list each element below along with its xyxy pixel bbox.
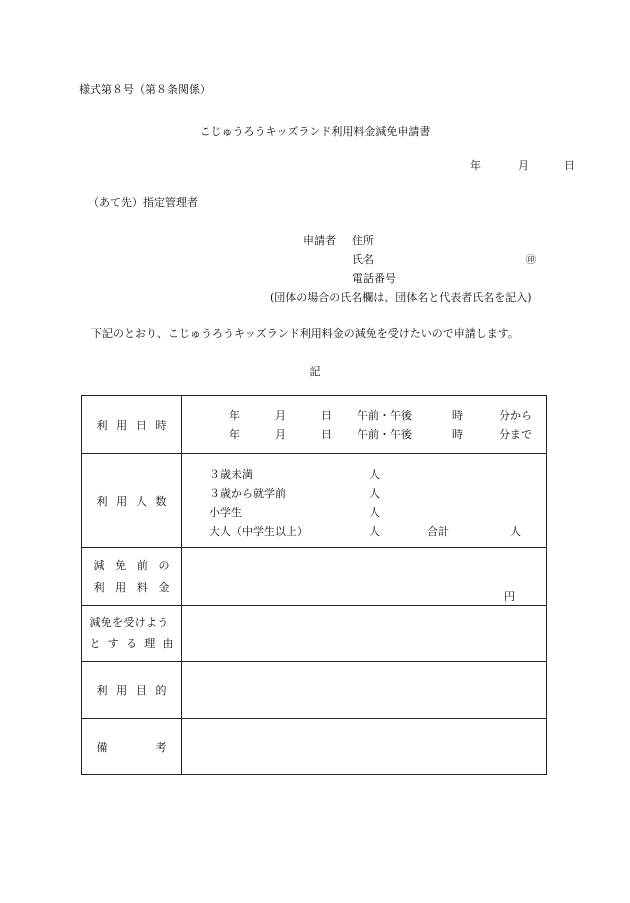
dt1-minute: 分から — [499, 409, 532, 422]
pre-fee-yen: 円 — [504, 590, 515, 603]
remarks-label-char: 考 — [155, 740, 167, 754]
reason-label-line2-char: す — [107, 636, 119, 650]
row-users — [82, 454, 547, 548]
row-purpose — [82, 662, 547, 719]
pre-fee-label-line1-char: 前 — [136, 558, 148, 572]
address-label: 住所 — [352, 234, 374, 247]
label-users — [82, 454, 182, 548]
users-preschool: ３歳から就学前 — [209, 487, 286, 500]
dt2-month: 月 — [275, 428, 286, 441]
reason-label-line2-char: る — [126, 636, 137, 650]
users-preschool-unit: 人 — [369, 487, 380, 500]
reason-label-line2-char: 由 — [162, 636, 174, 650]
users-total-unit: 人 — [510, 525, 521, 538]
pre-fee-label-line2-char: 料 — [136, 580, 148, 594]
dt1-day: 日 — [321, 409, 332, 422]
dt2-hour: 時 — [452, 428, 463, 441]
row-remarks — [82, 719, 547, 775]
usage-datetime-label — [97, 417, 167, 433]
purpose-label — [97, 682, 167, 698]
phone-label: 電話番号 — [352, 272, 396, 285]
request-sentence: 下記のとおり、こじゅうろうキッズランド利用料金の減免を受けたいので申請します。 — [91, 327, 519, 340]
purpose-cell[interactable] — [182, 662, 547, 719]
label-pre-fee — [82, 548, 182, 606]
applicant-label: 申請者 — [303, 234, 336, 247]
date-month: 月 — [518, 159, 529, 172]
pre-fee-label-line1-char: の — [158, 558, 170, 572]
remarks-label-char: 備 — [96, 740, 108, 754]
label-usage-datetime — [82, 396, 182, 454]
users-under3-unit: 人 — [369, 468, 380, 481]
purpose-label-char: 用 — [116, 684, 128, 697]
document-title: こじゅうろうキッズランド利用料金減免申請書 — [199, 125, 431, 138]
label-reason — [82, 606, 182, 662]
label-remarks — [82, 719, 182, 775]
reason-label-line2 — [90, 633, 174, 655]
reason-label-line2-char: と — [89, 636, 101, 650]
dt2-year: 年 — [229, 428, 240, 441]
users-elementary-unit: 人 — [369, 506, 380, 519]
pre-fee-label-line2 — [94, 577, 170, 599]
purpose-label-char: 的 — [155, 684, 167, 697]
label-purpose — [82, 662, 182, 719]
ki-label: 記 — [309, 365, 321, 378]
application-table — [81, 395, 547, 775]
users-cell[interactable] — [182, 454, 547, 548]
seal-mark: ㊞ — [526, 255, 536, 266]
usage-datetime-label-char: 用 — [116, 418, 128, 432]
dt1-month: 月 — [275, 409, 286, 422]
users-label-char: 人 — [135, 494, 147, 508]
form-number: 様式第８号（第８条関係） — [79, 83, 211, 96]
pre-fee-cell[interactable] — [182, 548, 547, 606]
users-label — [97, 493, 167, 509]
users-label-char: 数 — [155, 494, 167, 508]
reason-cell[interactable] — [182, 606, 547, 662]
pre-fee-label-line2-char: 金 — [158, 580, 170, 594]
date-day: 日 — [564, 159, 575, 172]
pre-fee-label-line1-char: 免 — [115, 558, 127, 572]
date-line — [470, 157, 575, 173]
dt1-year: 年 — [229, 409, 240, 422]
pre-fee-label-line2-char: 用 — [115, 580, 127, 594]
pre-fee-label-line1-char: 減 — [93, 558, 105, 572]
users-elementary: 小学生 — [209, 506, 242, 519]
usage-datetime-label-char: 利 — [96, 418, 108, 432]
reason-label-line2-char: 理 — [144, 636, 156, 650]
pre-fee-label-line2-char: 利 — [93, 580, 105, 594]
remarks-label — [97, 739, 167, 755]
users-label-char: 用 — [116, 494, 128, 508]
addressee: （あて先）指定管理者 — [88, 196, 198, 209]
users-total-label: 合計 — [427, 525, 449, 538]
name-label: 氏名 — [352, 253, 374, 266]
users-adult: 大人（中学生以上） — [209, 525, 308, 538]
row-pre-fee — [82, 548, 547, 606]
usage-datetime-cell[interactable] — [182, 396, 547, 454]
users-under3: ３歳未満 — [209, 468, 253, 481]
pre-fee-label-line1 — [94, 555, 170, 577]
users-label-char: 利 — [96, 494, 108, 508]
dt2-minute: 分まで — [499, 428, 532, 441]
usage-datetime-label-char: 日 — [135, 418, 147, 432]
reason-label-line1: 減免を受けよう — [89, 615, 169, 629]
row-usage-datetime — [82, 396, 547, 454]
dt1-ampm: 午前・午後 — [357, 409, 412, 422]
purpose-label-char: 目 — [135, 684, 147, 697]
users-adult-unit: 人 — [369, 525, 380, 538]
group-note: (団体の場合の氏名欄は、団体名と代表者氏名を記入) — [270, 291, 532, 304]
date-year: 年 — [470, 159, 481, 172]
dt2-day: 日 — [321, 428, 332, 441]
row-reason — [82, 606, 547, 662]
remarks-cell[interactable] — [182, 719, 547, 775]
dt2-ampm: 午前・午後 — [357, 428, 412, 441]
purpose-label-char: 利 — [96, 684, 108, 697]
dt1-hour: 時 — [452, 409, 463, 422]
usage-datetime-label-char: 時 — [155, 418, 167, 432]
